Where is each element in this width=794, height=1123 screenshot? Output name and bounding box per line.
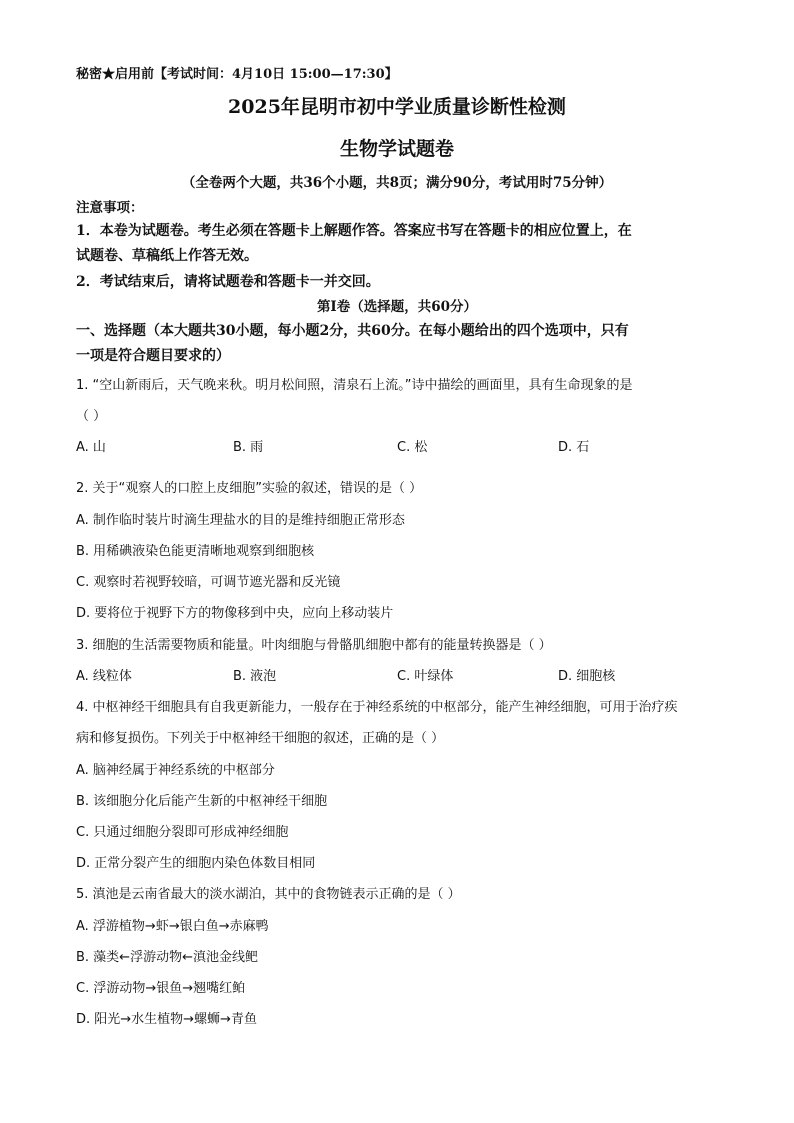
option-a[interactable]: A. 制作临时装片时滴生理盐水的目的是维持细胞正常形态	[76, 513, 405, 528]
section-heading: 一、选择题（本大题共30小题，每小题2分，共60分。在每小题给出的四个选项中，只有	[76, 323, 629, 339]
option-a[interactable]: A. 线粒体	[76, 669, 132, 684]
option-c[interactable]: C. 叶绿体	[397, 669, 454, 684]
option-b[interactable]: B. 藻类←浮游动物←滇池金线鲃	[76, 950, 258, 965]
question-4-stem-cont: 病和修复损伤。下列关于中枢神经干细胞的叙述，正确的是（ ）	[76, 731, 445, 746]
subject-title: 生物学试题卷	[339, 138, 454, 160]
section-heading-cont: 一项是符合题目要求的）	[76, 348, 230, 364]
exam-info: （全卷两个大题，共36个小题，共8页；满分90分，考试用时75分钟）	[181, 175, 613, 191]
option-b[interactable]: B. 液泡	[233, 669, 277, 684]
option-c[interactable]: C. 松	[397, 440, 428, 455]
option-d[interactable]: D. 石	[558, 440, 590, 455]
question-5-stem: 5. 滇池是云南省最大的淡水湖泊，其中的食物链表示正确的是（ ）	[76, 887, 461, 902]
notice-item-2: 2．考试结束后，请将试题卷和答题卡一并交回。	[76, 274, 380, 290]
option-a[interactable]: A. 山	[76, 440, 106, 455]
exam-title: 2025年昆明市初中学业质量诊断性检测	[228, 96, 566, 118]
option-b[interactable]: B. 该细胞分化后能产生新的中枢神经干细胞	[76, 794, 328, 809]
notice-item-1: 1．本卷为试题卷。考生必须在答题卡上解题作答。答案应书写在答题卡的相应位置上，在	[76, 223, 632, 239]
option-b[interactable]: B. 雨	[233, 440, 264, 455]
option-b[interactable]: B. 用稀碘液染色能更清晰地观察到细胞核	[76, 544, 315, 559]
option-d[interactable]: D. 正常分裂产生的细胞内染色体数目相同	[76, 856, 316, 871]
option-c[interactable]: C. 观察时若视野较暗，可调节遮光器和反光镜	[76, 575, 341, 590]
notice-heading: 注意事项：	[76, 200, 144, 216]
question-1-stem: 1. “空山新雨后，天气晚来秋。明月松间照，清泉石上流。”诗中描绘的画面里，具有生命现象的是	[76, 378, 633, 393]
notice-item-1-cont: 试题卷、草稿纸上作答无效。	[76, 248, 258, 264]
question-1-stem-cont: （ ）	[76, 409, 107, 424]
confidential-notice: 秘密★启用前【考试时间：4月10日 15:00—17:30】	[76, 67, 398, 82]
question-3-stem: 3. 细胞的生活需要物质和能量。叶肉细胞与骨骼肌细胞中都有的能量转换器是（ ）	[76, 638, 552, 653]
option-a[interactable]: A. 脑神经属于神经系统的中枢部分	[76, 763, 275, 778]
question-2-stem: 2. 关于“观察人的口腔上皮细胞”实验的叙述，错误的是（ ）	[76, 481, 423, 496]
question-4-stem: 4. 中枢神经干细胞具有自我更新能力，一般存在于神经系统的中枢部分，能产生神经细胞，可用于治疗疾	[76, 700, 678, 715]
option-c[interactable]: C. 浮游动物→银鱼→翘嘴红鲌	[76, 981, 246, 996]
option-d[interactable]: D. 细胞核	[558, 669, 616, 684]
part-title: 第Ⅰ卷（选择题，共60分）	[316, 299, 478, 315]
option-c[interactable]: C. 只通过细胞分裂即可形成神经细胞	[76, 825, 289, 840]
option-d[interactable]: D. 要将位于视野下方的物像移到中央，应向上移动装片	[76, 606, 394, 621]
option-a[interactable]: A. 浮游植物→虾→银白鱼→赤麻鸭	[76, 919, 269, 934]
option-d[interactable]: D. 阳光→水生植物→螺蛳→青鱼	[76, 1012, 257, 1027]
